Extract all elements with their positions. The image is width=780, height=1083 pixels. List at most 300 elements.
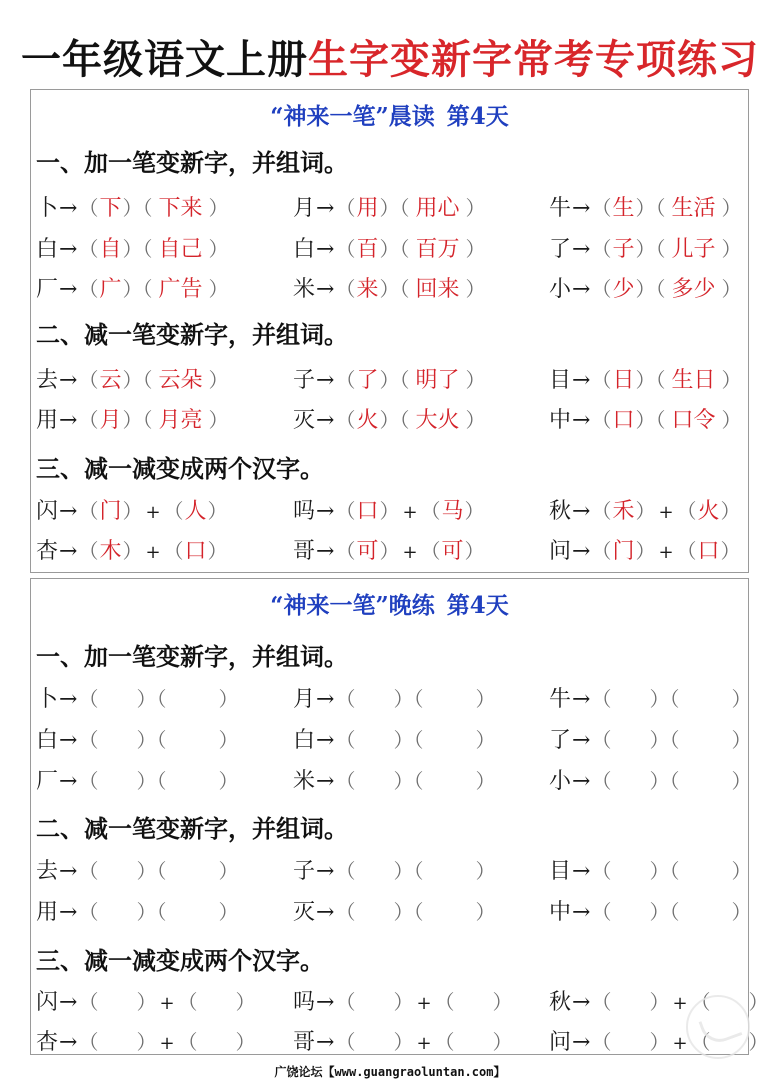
source-char: 问	[549, 539, 572, 564]
arrow-icon: →	[59, 368, 78, 393]
close-paren: ）	[208, 408, 229, 432]
blank-item	[549, 854, 751, 888]
open-paren: （	[399, 237, 410, 261]
close-paren: ）	[136, 1030, 157, 1054]
close-paren: ）	[635, 539, 656, 563]
page-title-part1: 一年级语文上册	[21, 37, 308, 83]
answer-word: 下来	[158, 196, 203, 221]
open-paren: （	[163, 499, 184, 523]
arrow-icon: →	[59, 859, 78, 884]
close-paren: ）	[208, 277, 229, 301]
open-paren: （	[655, 368, 666, 392]
arrow-icon: →	[59, 408, 78, 433]
panel-title-text: “神来一笔”晨读	[270, 103, 435, 130]
source-char: 厂	[36, 769, 59, 794]
source-char: 了	[549, 237, 572, 262]
blank-item	[549, 723, 751, 757]
open-paren: （	[335, 368, 356, 392]
arrow-icon: →	[59, 237, 78, 262]
answer-char: 广	[99, 277, 122, 302]
open-paren: （	[78, 728, 99, 752]
source-char: 米	[293, 769, 316, 794]
close-paren: ）	[122, 196, 143, 220]
close-paren: ）	[649, 769, 670, 793]
arrow-icon: →	[572, 900, 591, 925]
open-paren: （	[335, 277, 356, 301]
arrow-icon: →	[59, 687, 78, 712]
arrow-icon: →	[316, 859, 335, 884]
exercise-item	[549, 191, 741, 225]
open-paren: （	[78, 237, 99, 261]
plus-sign: +	[672, 1033, 688, 1054]
close-paren: ）	[218, 900, 239, 924]
blank-item	[293, 723, 495, 757]
answer-part: 可	[441, 539, 464, 564]
close-paren: ）	[649, 1030, 670, 1054]
answer-char: 来	[356, 277, 379, 302]
close-paren: ）	[649, 900, 670, 924]
source-char: 子	[293, 368, 316, 393]
open-paren: （	[335, 196, 356, 220]
panel-title	[31, 98, 748, 131]
source-char: 去	[36, 368, 59, 393]
open-paren: （	[335, 728, 356, 752]
open-paren: （	[335, 539, 356, 563]
section-heading: 二、减一笔变新字，并组词。	[36, 320, 348, 349]
arrow-icon: →	[316, 728, 335, 753]
arrow-icon: →	[316, 237, 335, 262]
answer-part: 可	[356, 539, 379, 564]
exercise-item	[36, 232, 228, 266]
open-paren: （	[690, 1030, 711, 1054]
answer-part: 口	[184, 539, 207, 564]
close-paren: ）	[122, 408, 143, 432]
close-paren: ）	[635, 368, 656, 392]
blank-item	[293, 1025, 513, 1059]
close-paren: ）	[465, 368, 486, 392]
open-paren: （	[591, 990, 612, 1014]
open-paren: （	[591, 408, 612, 432]
answer-part: 口	[356, 499, 379, 524]
arrow-icon: →	[59, 990, 78, 1015]
open-paren: （	[78, 687, 99, 711]
answer-part: 口	[697, 539, 720, 564]
source-char: 白	[293, 728, 316, 753]
exercise-row	[31, 363, 750, 397]
open-paren: （	[78, 990, 99, 1014]
source-char: 白	[293, 237, 316, 262]
answer-part: 门	[99, 499, 122, 524]
source-char: 中	[549, 900, 572, 925]
open-paren: （	[78, 1030, 99, 1054]
open-paren: （	[156, 728, 167, 752]
open-paren: （	[78, 408, 99, 432]
close-paren: ）	[721, 237, 742, 261]
blank-item	[36, 895, 238, 929]
source-char: 吗	[293, 499, 316, 524]
arrow-icon: →	[572, 277, 591, 302]
exercise-row	[31, 232, 750, 266]
open-paren: （	[413, 859, 424, 883]
close-paren: ）	[649, 859, 670, 883]
source-char: 小	[549, 769, 572, 794]
open-paren: （	[591, 769, 612, 793]
close-paren: ）	[218, 728, 239, 752]
open-paren: （	[335, 1030, 356, 1054]
open-paren: （	[78, 900, 99, 924]
open-paren: （	[335, 900, 356, 924]
source-char: 卜	[36, 196, 59, 221]
source-char: 吗	[293, 990, 316, 1015]
close-paren: ）	[393, 728, 414, 752]
open-paren: （	[156, 859, 167, 883]
open-paren: （	[399, 277, 410, 301]
close-paren: ）	[379, 277, 400, 301]
close-paren: ）	[136, 769, 157, 793]
source-char: 子	[293, 859, 316, 884]
close-paren: ）	[475, 859, 496, 883]
plus-sign: +	[416, 993, 432, 1014]
open-paren: （	[413, 687, 424, 711]
close-paren: ）	[721, 408, 742, 432]
open-paren: （	[78, 859, 99, 883]
arrow-icon: →	[316, 408, 335, 433]
close-paren: ）	[465, 408, 486, 432]
open-paren: （	[676, 539, 697, 563]
blank-item	[36, 985, 256, 1019]
arrow-icon: →	[59, 728, 78, 753]
open-paren: （	[434, 990, 455, 1014]
open-paren: （	[413, 728, 424, 752]
exercise-item	[36, 494, 228, 528]
source-char: 目	[549, 859, 572, 884]
blank-item	[36, 723, 238, 757]
source-char: 哥	[293, 539, 316, 564]
exercise-row	[31, 494, 750, 528]
answer-char: 火	[356, 408, 379, 433]
close-paren: ）	[464, 499, 485, 523]
source-char: 厂	[36, 277, 59, 302]
blank-row	[31, 723, 750, 757]
section-heading: 三、减一减变成两个汉字。	[36, 946, 324, 975]
source-char: 哥	[293, 1030, 316, 1055]
source-char: 目	[549, 368, 572, 393]
close-paren: ）	[731, 859, 752, 883]
answer-char: 云	[99, 368, 122, 393]
open-paren: （	[78, 277, 99, 301]
arrow-icon: →	[572, 237, 591, 262]
close-paren: ）	[635, 499, 656, 523]
open-paren: （	[655, 196, 666, 220]
open-paren: （	[669, 769, 680, 793]
close-paren: ）	[720, 539, 741, 563]
close-paren: ）	[393, 1030, 414, 1054]
close-paren: ）	[379, 368, 400, 392]
answer-word: 用心	[415, 196, 460, 221]
source-char: 杏	[36, 539, 59, 564]
source-char: 去	[36, 859, 59, 884]
answer-word: 广告	[158, 277, 203, 302]
answer-part: 人	[184, 499, 207, 524]
source-char: 了	[549, 728, 572, 753]
page-title	[0, 30, 780, 90]
morning-reading-panel	[30, 89, 749, 573]
close-paren: ）	[635, 277, 656, 301]
arrow-icon: →	[572, 687, 591, 712]
exercise-item	[549, 232, 741, 266]
arrow-icon: →	[316, 368, 335, 393]
open-paren: （	[591, 499, 612, 523]
open-paren: （	[78, 539, 99, 563]
source-char: 小	[549, 277, 572, 302]
close-paren: ）	[136, 859, 157, 883]
arrow-icon: →	[316, 196, 335, 221]
open-paren: （	[591, 859, 612, 883]
arrow-icon: →	[316, 687, 335, 712]
answer-char: 口	[612, 408, 635, 433]
panel-title-day: 第4天	[446, 103, 509, 130]
open-paren: （	[142, 237, 153, 261]
open-paren: （	[591, 900, 612, 924]
exercise-item	[549, 272, 741, 306]
panel-title-text: “神来一笔”晚练	[270, 592, 435, 619]
close-paren: ）	[721, 368, 742, 392]
close-paren: ）	[748, 1030, 769, 1054]
open-paren: （	[655, 237, 666, 261]
exercise-item	[549, 494, 741, 528]
source-char: 牛	[549, 687, 572, 712]
close-paren: ）	[207, 539, 228, 563]
answer-word: 自己	[158, 237, 203, 262]
open-paren: （	[655, 408, 666, 432]
arrow-icon: →	[572, 499, 591, 524]
answer-part: 门	[612, 539, 635, 564]
plus-sign: +	[402, 542, 418, 563]
blank-item	[36, 682, 238, 716]
source-char: 月	[293, 687, 316, 712]
close-paren: ）	[122, 277, 143, 301]
source-char: 牛	[549, 196, 572, 221]
open-paren: （	[591, 196, 612, 220]
watermark-logo-icon	[686, 995, 750, 1059]
close-paren: ）	[731, 769, 752, 793]
answer-word: 多少	[671, 277, 716, 302]
open-paren: （	[399, 196, 410, 220]
open-paren: （	[335, 769, 356, 793]
plus-sign: +	[159, 993, 175, 1014]
close-paren: ）	[649, 728, 670, 752]
close-paren: ）	[136, 687, 157, 711]
open-paren: （	[163, 539, 184, 563]
open-paren: （	[335, 859, 356, 883]
close-paren: ）	[207, 499, 228, 523]
close-paren: ）	[379, 196, 400, 220]
close-paren: ）	[720, 499, 741, 523]
exercise-item	[549, 363, 741, 397]
plus-sign: +	[159, 1033, 175, 1054]
arrow-icon: →	[316, 499, 335, 524]
arrow-icon: →	[572, 1030, 591, 1055]
answer-char: 子	[612, 237, 635, 262]
arrow-icon: →	[572, 196, 591, 221]
answer-char: 月	[99, 408, 122, 433]
arrow-icon: →	[59, 900, 78, 925]
plus-sign: +	[145, 542, 161, 563]
close-paren: ）	[379, 237, 400, 261]
open-paren: （	[156, 769, 167, 793]
exercise-item	[293, 494, 485, 528]
close-paren: ）	[721, 277, 742, 301]
arrow-icon: →	[59, 196, 78, 221]
exercise-row	[31, 272, 750, 306]
arrow-icon: →	[572, 539, 591, 564]
close-paren: ）	[235, 990, 256, 1014]
arrow-icon: →	[59, 499, 78, 524]
source-char: 白	[36, 237, 59, 262]
open-paren: （	[156, 900, 167, 924]
blank-item	[549, 895, 751, 929]
open-paren: （	[591, 539, 612, 563]
blank-item	[293, 682, 495, 716]
close-paren: ）	[122, 499, 143, 523]
blank-row	[31, 854, 750, 888]
arrow-icon: →	[59, 277, 78, 302]
close-paren: ）	[464, 539, 485, 563]
source-char: 灭	[293, 408, 316, 433]
open-paren: （	[591, 237, 612, 261]
exercise-item	[549, 403, 741, 437]
blank-item	[293, 985, 513, 1019]
exercise-item	[36, 272, 228, 306]
close-paren: ）	[649, 687, 670, 711]
plus-sign: +	[658, 542, 674, 563]
close-paren: ）	[492, 1030, 513, 1054]
exercise-item	[36, 363, 228, 397]
close-paren: ）	[218, 859, 239, 883]
panel-title-day: 第4天	[446, 592, 509, 619]
plus-sign: +	[658, 502, 674, 523]
open-paren: （	[78, 368, 99, 392]
close-paren: ）	[748, 990, 769, 1014]
close-paren: ）	[475, 769, 496, 793]
plus-sign: +	[402, 502, 418, 523]
close-paren: ）	[136, 990, 157, 1014]
close-paren: ）	[731, 687, 752, 711]
open-paren: （	[591, 1030, 612, 1054]
source-char: 闪	[36, 990, 59, 1015]
answer-char: 少	[612, 277, 635, 302]
open-paren: （	[591, 277, 612, 301]
open-paren: （	[434, 1030, 455, 1054]
open-paren: （	[142, 368, 153, 392]
answer-part: 禾	[612, 499, 635, 524]
blank-item	[549, 682, 751, 716]
answer-word: 月亮	[158, 408, 203, 433]
open-paren: （	[142, 408, 153, 432]
section-heading: 一、加一笔变新字，并组词。	[36, 642, 348, 671]
answer-word: 生日	[671, 368, 716, 393]
open-paren: （	[177, 990, 198, 1014]
answer-char: 自	[99, 237, 122, 262]
open-paren: （	[142, 277, 153, 301]
close-paren: ）	[393, 687, 414, 711]
arrow-icon: →	[572, 408, 591, 433]
close-paren: ）	[475, 900, 496, 924]
section-heading: 一、加一笔变新字，并组词。	[36, 148, 348, 177]
open-paren: （	[335, 687, 356, 711]
blank-row	[31, 1025, 769, 1059]
close-paren: ）	[731, 900, 752, 924]
answer-word: 明了	[415, 368, 460, 393]
plus-sign: +	[672, 993, 688, 1014]
answer-part: 木	[99, 539, 122, 564]
arrow-icon: →	[316, 277, 335, 302]
close-paren: ）	[731, 728, 752, 752]
source-char: 秋	[549, 499, 572, 524]
answer-word: 生活	[671, 196, 716, 221]
blank-item	[293, 764, 495, 798]
answer-char: 下	[99, 196, 122, 221]
blank-item	[36, 764, 238, 798]
open-paren: （	[420, 499, 441, 523]
blank-item	[293, 854, 495, 888]
arrow-icon: →	[572, 859, 591, 884]
open-paren: （	[335, 990, 356, 1014]
open-paren: （	[690, 990, 711, 1014]
open-paren: （	[399, 408, 410, 432]
open-paren: （	[78, 499, 99, 523]
close-paren: ）	[721, 196, 742, 220]
close-paren: ）	[218, 769, 239, 793]
arrow-icon: →	[572, 368, 591, 393]
source-char: 米	[293, 277, 316, 302]
open-paren: （	[335, 408, 356, 432]
arrow-icon: →	[572, 990, 591, 1015]
exercise-item	[293, 403, 485, 437]
exercise-row	[31, 191, 750, 225]
arrow-icon: →	[316, 900, 335, 925]
close-paren: ）	[393, 859, 414, 883]
answer-char: 生	[612, 196, 635, 221]
arrow-icon: →	[316, 769, 335, 794]
source-char: 秋	[549, 990, 572, 1015]
close-paren: ）	[218, 687, 239, 711]
close-paren: ）	[208, 368, 229, 392]
close-paren: ）	[379, 499, 400, 523]
blank-row	[31, 682, 750, 716]
close-paren: ）	[208, 237, 229, 261]
exercise-item	[293, 232, 485, 266]
exercise-row	[31, 403, 750, 437]
open-paren: （	[78, 769, 99, 793]
open-paren: （	[669, 859, 680, 883]
open-paren: （	[78, 196, 99, 220]
close-paren: ）	[465, 237, 486, 261]
blank-row	[31, 764, 750, 798]
open-paren: （	[655, 277, 666, 301]
answer-word: 大火	[415, 408, 460, 433]
section-heading: 二、减一笔变新字，并组词。	[36, 814, 348, 843]
answer-char: 用	[356, 196, 379, 221]
close-paren: ）	[492, 990, 513, 1014]
blank-item	[36, 854, 238, 888]
plus-sign: +	[145, 502, 161, 523]
close-paren: ）	[122, 539, 143, 563]
answer-word: 回来	[415, 277, 460, 302]
arrow-icon: →	[316, 1030, 335, 1055]
source-char: 闪	[36, 499, 59, 524]
panel-title	[31, 587, 748, 620]
